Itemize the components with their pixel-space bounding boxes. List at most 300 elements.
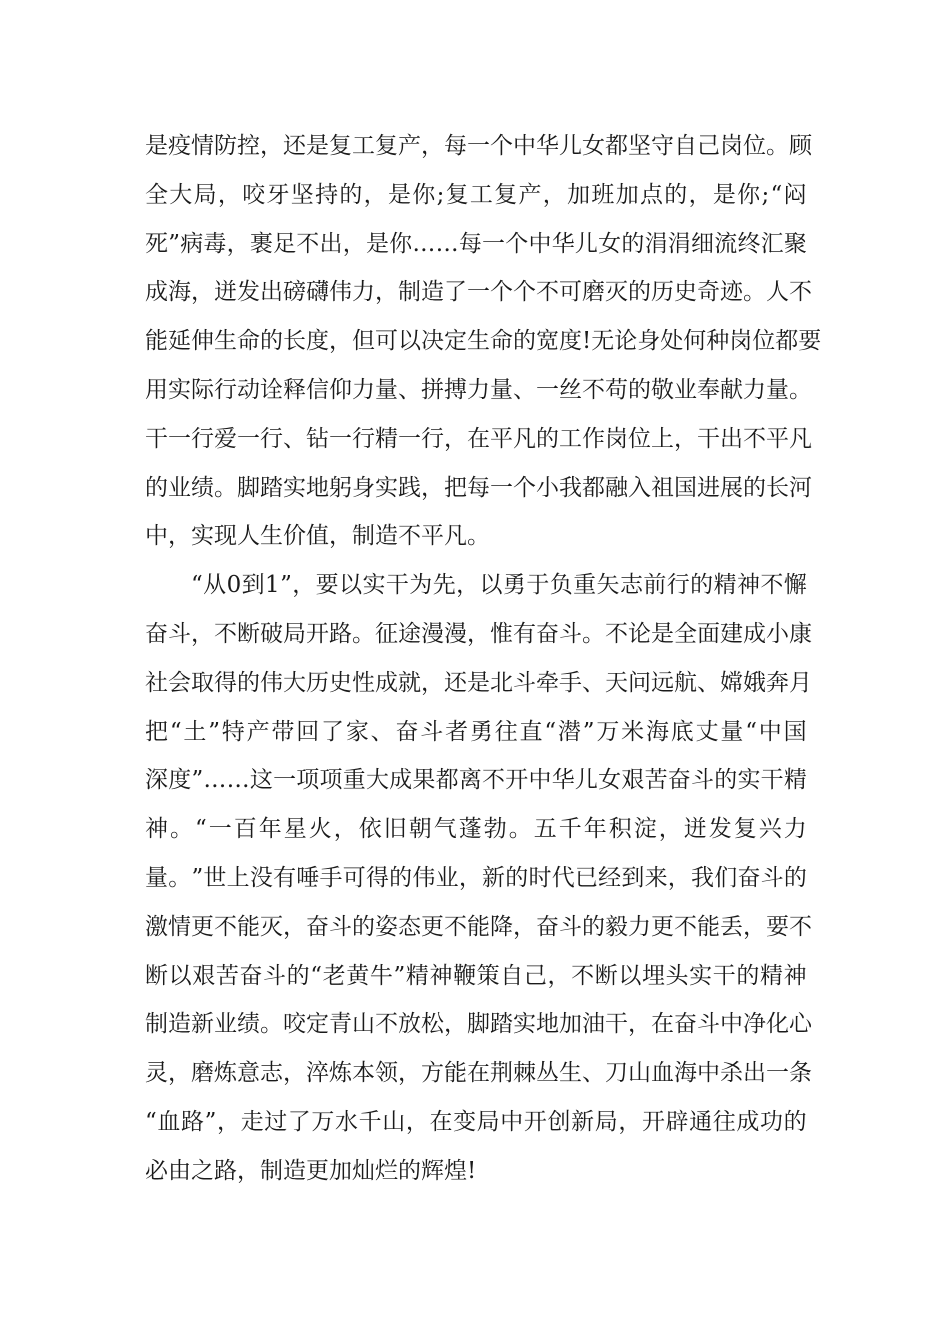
- glyph: 斗: [263, 962, 287, 989]
- glyph: 艰: [192, 962, 216, 989]
- glyph: 奋: [395, 718, 419, 745]
- glyph: 埋: [641, 962, 665, 989]
- glyph: 山: [382, 1108, 406, 1135]
- glyph: ，: [342, 230, 366, 257]
- glyph: ，: [398, 1060, 421, 1087]
- glyph: 山: [628, 1060, 651, 1087]
- glyph: 1: [265, 572, 280, 599]
- glyph: 的: [783, 864, 807, 891]
- glyph: 一: [482, 230, 506, 257]
- glyph: 星: [283, 816, 307, 843]
- glyph: 坚: [290, 181, 314, 208]
- glyph: 不: [444, 913, 467, 940]
- glyph: 以: [168, 962, 192, 989]
- glyph: 命: [490, 328, 513, 355]
- glyph: 你: [737, 181, 761, 208]
- glyph: 们: [714, 864, 738, 891]
- text-line: [145, 1057, 812, 1106]
- glyph: 中: [528, 767, 552, 794]
- glyph: 的: [513, 328, 536, 355]
- glyph: 复: [375, 133, 398, 159]
- glyph: 神: [736, 572, 760, 599]
- glyph: 斗: [691, 767, 715, 794]
- text-line: [145, 325, 822, 374]
- glyph: 爱: [214, 425, 237, 452]
- glyph: 态: [398, 913, 421, 940]
- glyph: 断: [145, 962, 168, 989]
- glyph: 干: [760, 767, 784, 794]
- glyph: 在: [651, 1011, 674, 1038]
- glyph: 伟: [412, 864, 436, 891]
- glyph: 局: [283, 620, 306, 647]
- glyph: 情: [191, 133, 214, 159]
- document-body: [145, 130, 822, 1204]
- glyph: 坚: [628, 133, 651, 159]
- glyph: 淀: [633, 816, 657, 843]
- glyph: 得: [214, 669, 237, 696]
- glyph: 奔: [766, 669, 789, 696]
- glyph: 把: [145, 718, 168, 745]
- glyph: 更: [651, 913, 674, 940]
- glyph: 史: [329, 669, 352, 696]
- glyph: 个: [490, 133, 513, 159]
- glyph: 的: [714, 767, 738, 794]
- glyph: 是: [467, 669, 490, 696]
- glyph: 毅: [605, 913, 628, 940]
- glyph: 量: [720, 718, 744, 745]
- glyph: 是: [306, 133, 329, 159]
- glyph: 斗: [697, 1011, 720, 1038]
- glyph: 创: [547, 1108, 571, 1135]
- glyph: 凡: [789, 425, 812, 452]
- glyph: 论: [628, 620, 651, 647]
- glyph: 。: [260, 1011, 283, 1038]
- glyph: 先: [432, 572, 456, 599]
- glyph: 钻: [306, 425, 329, 452]
- glyph: 小: [766, 620, 789, 647]
- glyph: 能: [237, 913, 260, 940]
- glyph: 发: [708, 816, 732, 843]
- glyph: 可: [375, 328, 398, 355]
- glyph: 的: [690, 572, 714, 599]
- glyph: 迸: [683, 816, 707, 843]
- glyph: 项: [296, 767, 320, 794]
- glyph: ”: [191, 767, 204, 794]
- glyph: 踏: [490, 1011, 513, 1038]
- glyph: 以: [339, 572, 363, 599]
- glyph: 造: [421, 279, 444, 306]
- glyph: 出: [319, 230, 343, 257]
- glyph: ，: [216, 1108, 240, 1135]
- text-line: 必由之路，制造更加灿烂的辉煌!: [145, 1157, 477, 1184]
- glyph: 奋: [667, 767, 691, 794]
- glyph: 于: [526, 572, 550, 599]
- glyph: 在: [467, 1060, 490, 1087]
- glyph: 负: [549, 572, 573, 599]
- glyph: 复: [733, 816, 757, 843]
- glyph: ”: [191, 864, 204, 891]
- text-line: [145, 374, 812, 423]
- glyph: 个: [505, 230, 529, 257]
- glyph: 气: [433, 816, 457, 843]
- glyph: 苟: [605, 376, 628, 403]
- glyph: 伟: [260, 669, 283, 696]
- glyph: ”: [393, 962, 406, 989]
- glyph: 年: [258, 816, 282, 843]
- glyph: 身: [637, 328, 661, 355]
- glyph: 每: [458, 230, 482, 257]
- glyph: 磨: [191, 1060, 214, 1087]
- glyph: 是: [651, 620, 674, 647]
- glyph: 力: [467, 376, 490, 403]
- glyph: 天: [605, 669, 628, 696]
- glyph: 勇: [502, 572, 526, 599]
- glyph: 不: [743, 425, 766, 452]
- glyph: 成: [736, 1108, 760, 1135]
- glyph: 土: [183, 718, 207, 745]
- glyph: 不: [605, 620, 628, 647]
- glyph: 要: [766, 913, 789, 940]
- glyph: 业: [214, 1011, 237, 1038]
- glyph: 实: [283, 474, 306, 501]
- glyph: 死: [145, 230, 168, 257]
- glyph: 灭: [260, 913, 283, 940]
- glyph: ”: [208, 718, 220, 745]
- text-line: 中，实现人生价值，制造不平凡。: [145, 523, 490, 550]
- glyph: 地: [306, 474, 329, 501]
- glyph: 唾: [296, 864, 320, 891]
- glyph: 岗: [729, 328, 753, 355]
- glyph: 一: [208, 816, 232, 843]
- glyph: 新: [191, 1011, 214, 1038]
- glyph: ，: [513, 913, 536, 940]
- glyph: 发: [237, 279, 260, 306]
- glyph: 成: [145, 279, 168, 306]
- glyph: 大: [365, 767, 389, 794]
- glyph: 。: [352, 620, 375, 647]
- glyph: 奋: [239, 962, 263, 989]
- glyph: 闷: [783, 181, 807, 208]
- glyph: 一: [237, 425, 260, 452]
- glyph: 牵: [536, 669, 559, 696]
- text-line: [145, 569, 807, 618]
- glyph: 通: [689, 1108, 713, 1135]
- glyph: 信: [306, 376, 329, 403]
- glyph: 的: [582, 913, 605, 940]
- glyph: 水: [335, 1108, 359, 1135]
- glyph: 。: [170, 816, 193, 843]
- glyph: ，: [467, 620, 490, 647]
- glyph: 要: [798, 328, 822, 355]
- glyph: 老: [322, 962, 346, 989]
- glyph: 带: [271, 718, 295, 745]
- glyph: 海: [645, 718, 669, 745]
- glyph: 没: [249, 864, 273, 891]
- glyph: 。: [508, 816, 532, 843]
- glyph: 路: [180, 1108, 204, 1135]
- glyph: 。: [766, 133, 789, 159]
- glyph: 世: [203, 864, 227, 891]
- glyph: 决: [421, 328, 444, 355]
- glyph: 山: [352, 1011, 375, 1038]
- glyph: 我: [691, 864, 715, 891]
- glyph: 社: [145, 669, 168, 696]
- glyph: 更: [421, 913, 444, 940]
- glyph: ，: [191, 620, 214, 647]
- glyph: “: [145, 1108, 157, 1135]
- glyph: 更: [191, 913, 214, 940]
- glyph: 千: [358, 1108, 382, 1135]
- glyph: 都: [435, 767, 459, 794]
- glyph: 意: [237, 1060, 260, 1087]
- glyph: 我: [559, 474, 582, 501]
- glyph: 不: [760, 572, 784, 599]
- glyph: 勃: [483, 816, 507, 843]
- glyph: 心: [789, 1011, 812, 1038]
- glyph: 惟: [490, 620, 513, 647]
- text-line: [145, 667, 812, 716]
- glyph: 女: [582, 133, 605, 159]
- glyph: 人: [766, 279, 789, 306]
- glyph: ”: [168, 230, 180, 257]
- glyph: 代: [551, 864, 575, 891]
- glyph: 懈: [783, 572, 807, 599]
- glyph: 前: [643, 572, 667, 599]
- glyph: 伟: [329, 279, 352, 306]
- glyph: 过: [264, 1108, 288, 1135]
- glyph: 斗: [559, 913, 582, 940]
- glyph: ，: [456, 572, 480, 599]
- glyph: 上: [226, 864, 250, 891]
- glyph: 已: [574, 864, 598, 891]
- glyph: 绩: [191, 474, 214, 501]
- glyph: 祖: [651, 474, 674, 501]
- glyph: 仰: [329, 376, 352, 403]
- glyph: 海: [674, 1060, 697, 1087]
- glyph: 的: [736, 962, 760, 989]
- glyph: 出: [743, 1060, 766, 1087]
- glyph: 一: [536, 376, 559, 403]
- glyph: 特: [221, 718, 245, 745]
- glyph: 精: [375, 425, 398, 452]
- glyph: 在: [429, 1108, 453, 1135]
- glyph: 灵: [145, 1060, 168, 1087]
- glyph: 的: [536, 425, 559, 452]
- glyph: 五: [533, 816, 557, 843]
- glyph: 漫: [421, 620, 444, 647]
- glyph: 斗: [420, 718, 444, 745]
- glyph: 礴: [306, 279, 329, 306]
- text-line: [145, 130, 812, 179]
- glyph: 苦: [215, 962, 239, 989]
- text-line: [145, 1008, 812, 1057]
- glyph: 复: [329, 133, 352, 159]
- text-line: [145, 179, 807, 228]
- glyph: 制: [145, 1011, 168, 1038]
- glyph: ，: [667, 864, 691, 891]
- glyph: 践: [398, 474, 421, 501]
- glyph: 头: [665, 962, 689, 989]
- glyph: 出: [720, 425, 743, 452]
- glyph: 出: [260, 279, 283, 306]
- glyph: 汇: [760, 230, 784, 257]
- glyph: 儿: [559, 133, 582, 159]
- glyph: 远: [651, 669, 674, 696]
- glyph: 破: [260, 620, 283, 647]
- glyph: 复: [494, 181, 518, 208]
- glyph: 开: [306, 620, 329, 647]
- glyph: 精: [713, 572, 737, 599]
- glyph: 磨: [582, 279, 605, 306]
- glyph: 实: [375, 474, 398, 501]
- glyph: 涓: [644, 230, 668, 257]
- glyph: 身: [352, 474, 375, 501]
- glyph: 奋: [536, 620, 559, 647]
- glyph: !: [582, 328, 592, 355]
- glyph: ，: [168, 1060, 191, 1087]
- glyph: 中: [720, 1011, 743, 1038]
- glyph: 、: [697, 669, 720, 696]
- glyph: “: [195, 816, 207, 843]
- glyph: 炼: [329, 1060, 352, 1087]
- glyph: 局: [476, 1108, 500, 1135]
- glyph: 一: [467, 133, 490, 159]
- glyph: 面: [697, 620, 720, 647]
- glyph: 行: [352, 425, 375, 452]
- glyph: 千: [558, 816, 582, 843]
- glyph: 制: [398, 279, 421, 306]
- glyph: 万: [311, 1108, 335, 1135]
- glyph: 工: [559, 425, 582, 452]
- glyph: 华: [536, 133, 559, 159]
- glyph: 自: [500, 962, 524, 989]
- glyph: 。: [168, 864, 192, 891]
- glyph: 毒: [203, 230, 227, 257]
- glyph: 的: [664, 181, 688, 208]
- glyph: 火: [308, 816, 332, 843]
- glyph: ，: [444, 1011, 467, 1038]
- glyph: 都: [582, 474, 605, 501]
- glyph: 裹: [249, 230, 273, 257]
- glyph: 姿: [375, 913, 398, 940]
- glyph: 血: [651, 1060, 674, 1087]
- glyph: 性: [352, 669, 375, 696]
- glyph: 刀: [605, 1060, 628, 1087]
- glyph: ，: [226, 230, 250, 257]
- glyph: 果: [412, 767, 436, 794]
- glyph: 、: [582, 1060, 605, 1087]
- glyph: 工: [469, 181, 493, 208]
- glyph: 展: [720, 474, 743, 501]
- glyph: 以: [398, 328, 421, 355]
- glyph: 实: [513, 1011, 536, 1038]
- glyph: ，: [674, 425, 697, 452]
- glyph: 位: [743, 133, 766, 159]
- glyph: 岗: [605, 425, 628, 452]
- glyph: 行: [421, 425, 444, 452]
- glyph: 全: [145, 181, 168, 208]
- text-line: [145, 276, 812, 325]
- glyph: 班: [591, 181, 615, 208]
- glyph: ，: [375, 279, 398, 306]
- glyph: 有: [513, 620, 536, 647]
- glyph: 百: [233, 816, 257, 843]
- glyph: 、: [513, 376, 536, 403]
- glyph: ;: [761, 181, 770, 208]
- glyph: 北: [490, 669, 513, 696]
- glyph: 奋: [737, 864, 761, 891]
- glyph: 为: [409, 572, 433, 599]
- glyph: 无: [591, 328, 615, 355]
- glyph: 融: [605, 474, 628, 501]
- glyph: 释: [283, 376, 306, 403]
- glyph: 是: [365, 230, 389, 257]
- glyph: 蓬: [458, 816, 482, 843]
- glyph: 个: [513, 474, 536, 501]
- glyph: 还: [444, 669, 467, 696]
- glyph: 的: [237, 669, 260, 696]
- glyph: 取: [191, 669, 214, 696]
- glyph: 、: [582, 669, 605, 696]
- glyph: 迹: [720, 279, 743, 306]
- glyph: 经: [598, 864, 622, 891]
- glyph: 开: [505, 767, 529, 794]
- glyph: 神: [145, 816, 168, 843]
- glyph: 入: [628, 474, 651, 501]
- glyph: 长: [283, 328, 306, 355]
- glyph: 产: [518, 181, 542, 208]
- glyph: 何: [683, 328, 707, 355]
- glyph: 干: [712, 962, 736, 989]
- glyph: 命: [237, 328, 260, 355]
- glyph: 量: [145, 864, 168, 891]
- glyph: 直: [519, 718, 543, 745]
- glyph: 咬: [283, 1011, 306, 1038]
- glyph: 华: [551, 230, 575, 257]
- glyph: 业: [674, 376, 697, 403]
- glyph: 防: [214, 133, 237, 159]
- glyph: ，: [405, 1108, 429, 1135]
- glyph: 踏: [260, 474, 283, 501]
- glyph: 志: [260, 1060, 283, 1087]
- glyph: 绩: [237, 1011, 260, 1038]
- glyph: 黄: [346, 962, 370, 989]
- glyph: 不: [296, 230, 320, 257]
- text-line: [145, 862, 807, 911]
- glyph: 是: [145, 133, 168, 159]
- glyph: 的: [628, 279, 651, 306]
- glyph: 磅: [283, 279, 306, 306]
- glyph: ，: [363, 181, 387, 208]
- glyph: 奋: [674, 1011, 697, 1038]
- glyph: 潜: [557, 718, 581, 745]
- glyph: 能: [444, 1060, 467, 1087]
- glyph: 一: [467, 279, 490, 306]
- glyph: 降: [490, 913, 513, 940]
- glyph: 勇: [469, 718, 493, 745]
- glyph: 持: [315, 181, 339, 208]
- glyph: ，: [444, 425, 467, 452]
- text-line: [145, 813, 807, 862]
- glyph: 生: [559, 1060, 582, 1087]
- glyph: 的: [260, 328, 283, 355]
- glyph: 力: [628, 913, 651, 940]
- glyph: 实: [168, 376, 191, 403]
- glyph: 凡: [513, 425, 536, 452]
- glyph: 。: [743, 279, 766, 306]
- glyph: 嫦: [720, 669, 743, 696]
- glyph: 产: [398, 133, 421, 159]
